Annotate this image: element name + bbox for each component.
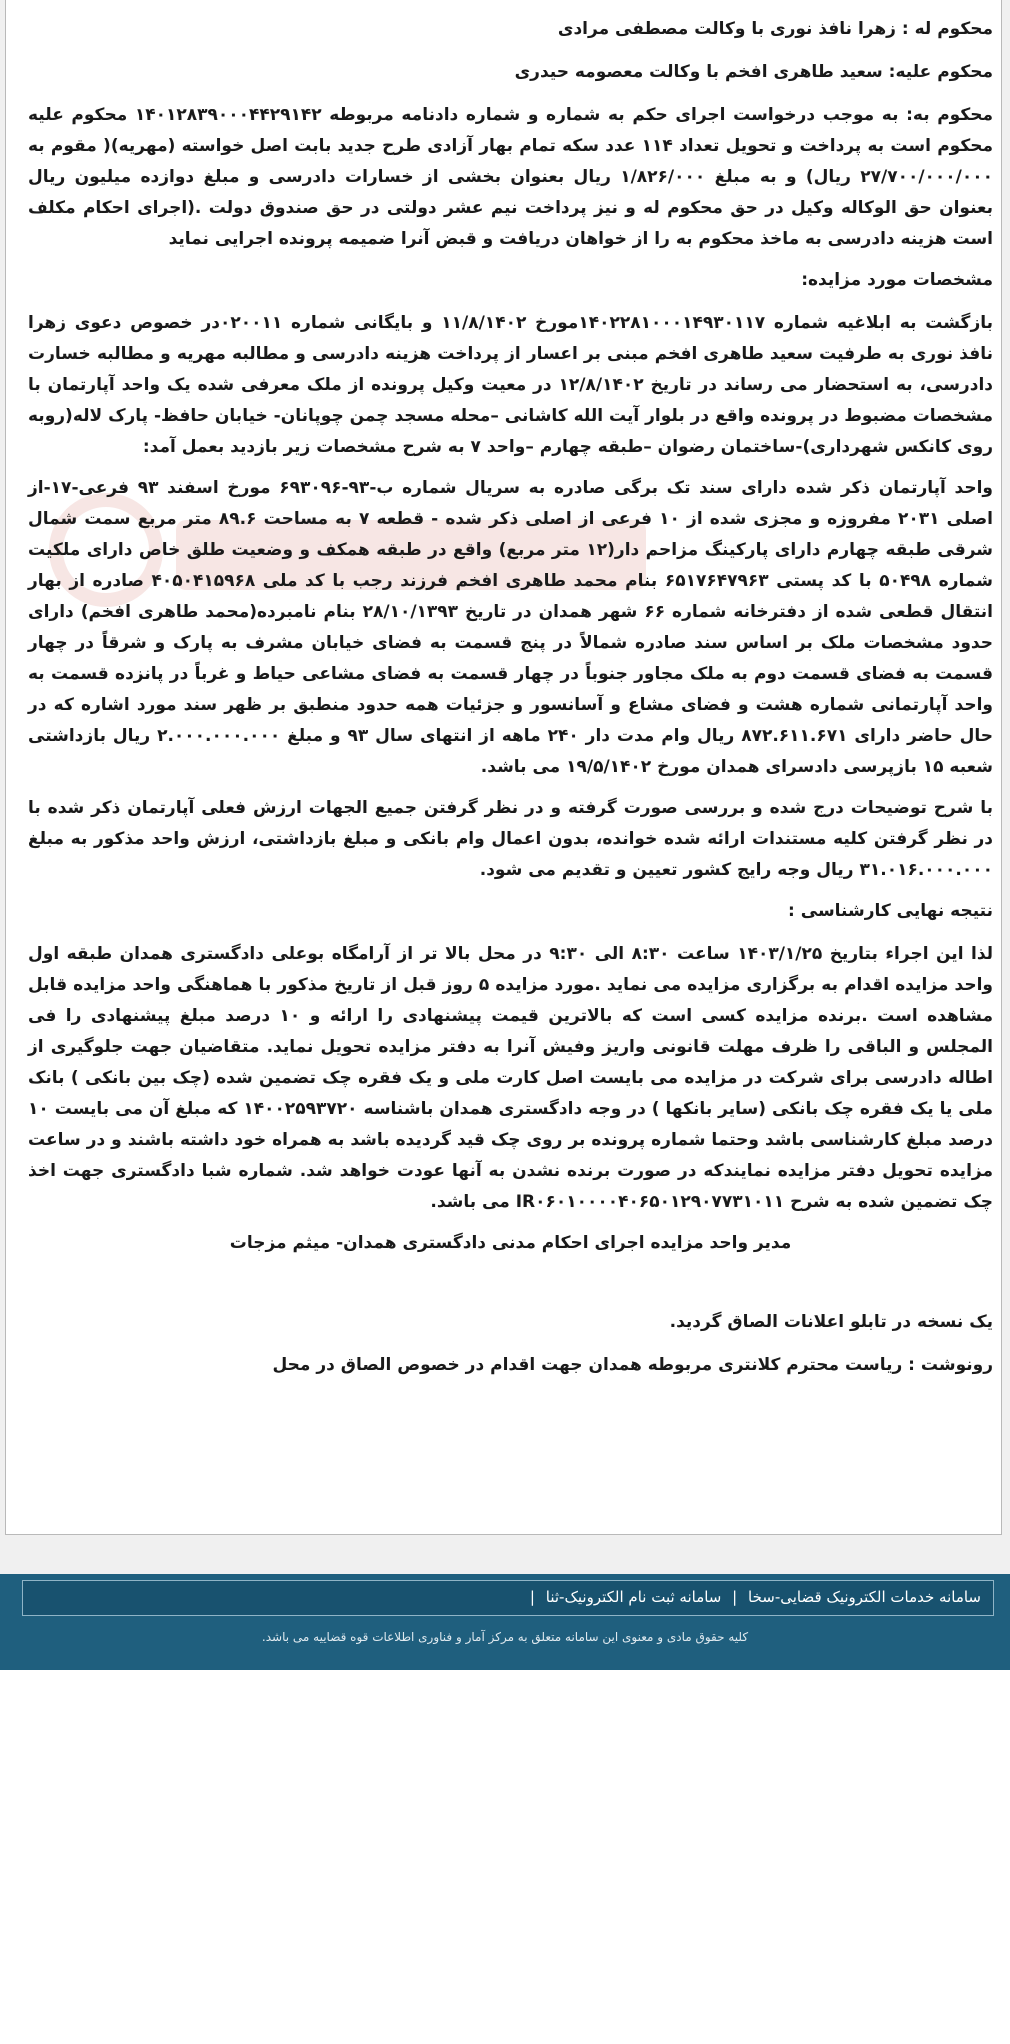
judgment-paragraph: محکوم به: به موجب درخواست اجرای حکم به شماره و شماره دادنامه مربوطه ۱۴۰۱۲۸۳۹۰۰۰۴۴۲۹۱۴۲ محکوم علیه محکوم است به پرداخت و تحویل تعداد ۱۱۴ عدد سکه تمام بهار آزادی طرح جدید بابت اصل خواسته (مهریه)( مقوم به ۲۷/۷۰۰/۰۰۰/۰۰۰ ریال) و به مبلغ ۱/۸۲۶/۰۰۰ ریال بعنوان بخشی از خسارات دادرسی و مبلغ دوازده میلیون ریال بعنوان حق الوکاله وکیل در حق محکوم له و نیز پرداخت نیم عشر دولتی در حق صندوق دولت .(اجرای احکام مکلف است هزینه دادرسی به ماخذ محکوم به را از خواهان دریافت و قبض آنرا ضمیمه پرونده اجرایی نماید (28, 105, 994, 249)
footer-copyright: کلیه حقوق مادی و معنوی این سامانه متعلق به مرکز آمار و فناوری اطلاعات قوه قضاییه می باشد. (261, 1630, 749, 1644)
result-heading: نتیجه نهایی کارشناسی : (788, 901, 993, 921)
auction-paragraph: لذا این اجراء بتاریخ ۱۴۰۳/۱/۲۵ ساعت ۸:۳۰ الی ۹:۳۰ در محل بالا تر از آرامگاه بوعلی دادگستری همدان طبقه اول واحد مزایده اقدام به برگزاری مزایده می نماید .مورد مزایده ۵ روز قبل از تاریخ مذکور با هماهنگی واحد مزایده قابل مشاهده است .برنده مزایده کسی است که بالاترین قیمت پیشنهادی را ارائه و ۱۰ درصد مبلغ پیشنهادی را فی المجلس و الباقی را ظرف مهلت قانونی واریز وفیش آنرا به دفتر مزایده تحویل نماید. متقاضیان جهت جلوگیری از اطاله دادرسی برای شرکت در مزایده می بایست اصل کارت ملی و یک فقره چک تضمین شده (چک بین بانکی ) بانک ملی یا یک فقره چک بانکی (سایر بانکها ) در وجه دادگستری همدان باشناسه ۱۴۰۰۲۵۹۳۷۲۰ که مبلغ آن می بایست ۱۰ درصد مبلغ کارشناسی باشد وحتما شماره پرونده بر روی چک قید گردیده باشد به همراه خود داشته باشند و در ساعت مزایده تحویل دفتر مزایده نمایندکه در صورت برنده نشدن به آنها عودت خواهد شد. شماره شبا دادگستری جهت اخذ چک تضمین شده به شرح IR۰۶۰۱۰۰۰۰۴۰۶۵۰۱۲۹۰۷۷۳۱۰۱۱ می باشد. (28, 944, 994, 1212)
footer-link-sana[interactable]: سامانه ثبت نام الکترونیک-ثنا (545, 1588, 722, 1606)
document-panel (5, 0, 1002, 1535)
footer-links-bar (22, 1580, 994, 1616)
signature-line: مدیر واحد مزایده اجرای احکام مدنی دادگستری همدان- میثم مزجات (229, 1233, 792, 1253)
footer-separator: | (529, 1588, 535, 1606)
return-paragraph: بازگشت به ابلاغیه شماره ۱۴۰۲۲۸۱۰۰۰۱۴۹۳۰۱۱۷مورخ ۱۱/۸/۱۴۰۲ و بایگانی شماره ۰۲۰۰۱۱در خصوص دعوی زهرا نافذ نوری به طرفیت سعید طاهری افخم مبنی بر اعسار از پرداخت هزینه دادرسی و مطالبه مهریه و مطالبه خسارت دادرسی، به استحضار می رساند در تاریخ ۱۲/۸/۱۴۰۲ در معیت وکیل پرونده از ملک معرفی شده یک واحد آپارتمان با مشخصات مضبوط در پرونده واقع در بلوار آیت الله کاشانی –محله مسجد چمن چوپانان- خیابان حافظ- پارک لاله(روبه روی کانکس شهرداری)-ساختمان رضوان –طبقه چهارم –واحد ۷ به شرح مشخصات زیر بازدید بعمل آمد: (28, 313, 993, 457)
cc-line: رونوشت : ریاست محترم کلانتری مربوطه همدان جهت اقدام در خصوص الصاق در محل (272, 1355, 993, 1375)
footer-link-sakha[interactable]: سامانه خدمات الکترونیک قضایی-سخا (748, 1588, 981, 1606)
convicted-for-line: محکوم له : زهرا نافذ نوری با وکالت مصطفی مرادی (557, 19, 993, 39)
specs-heading: مشخصات مورد مزایده: (801, 270, 993, 290)
valuation-paragraph: با شرح توضیحات درج شده و بررسی صورت گرفته و در نظر گرفتن جمیع الجهات ارزش فعلی آپارتمان ذکر شده با در نظر گرفتن کلیه مستندات ارائه شده خوانده، بدون اعمال وام بانکی و مبلغ بازداشتی، ارزش واحد مذکور به مبلغ ۳۱.۰۱۶.۰۰۰.۰۰۰ ریال وجه رایج کشور تعیین و تقدیم می شود. (28, 798, 993, 880)
convicted-against-line: محکوم علیه: سعید طاهری افخم با وکالت معصومه حیدری (514, 62, 993, 82)
posted-copy-line: یک نسخه در تابلو اعلانات الصاق گردید. (669, 1312, 993, 1332)
footer-separator: | (732, 1588, 738, 1606)
document-body (28, 14, 993, 1393)
apartment-paragraph: واحد آپارتمان ذکر شده دارای سند تک برگی صادره به سریال شماره ب-۹۳-۶۹۳۰۹۶ مورخ اسفند ۹۳ فرعی-۱۷-از اصلی ۲۰۳۱ مفروزه و مجزی شده از ۱۰ فرعی از اصلی ذکر شده - قطعه ۷ به مساحت ۸۹.۶ متر مربع سمت شمال شرقی طبقه چهارم دارای پارکینگ مزاحم دار(۱۲ متر مربع) واقع در طبقه همکف و وضعیت طلق خاص دارای ملکیت شماره ۵۰۴۹۸ با کد پستی ۶۵۱۷۶۴۷۹۶۳ بنام محمد طاهری افخم فرزند رجب با کد ملی ۴۰۵۰۴۱۵۹۶۸ صادره از بهار انتقال قطعی شده از دفترخانه شماره ۶۶ شهر همدان در تاریخ ۲۸/۱۰/۱۳۹۳ بنام نامبرده(محمد طاهری افخم) دارای حدود مشخصات ملک بر اساس سند صادره شمالاً در پنج قسمت به فضای خیابان مشرف به پارک و شرقاً در چهار قسمت به فضای قسمت دوم به ملک مجاور جنوباً در چهار قسمت به فضای مشاعی حیاط و غرباً در پانزده قسمت به واحد آپارتمانی شماره هشت و فضای مشاع و آسانسور و جزئیات همه حدود منطبق بر ظهر سند مورد اشاره که در حال حاضر دارای ۸۷۲.۶۱۱.۶۷۱ ریال وام مدت دار ۲۴۰ ماهه از انتهای سال ۹۳ و مبلغ ۲.۰۰۰.۰۰۰.۰۰۰ ریال بازداشتی شعبه ۱۵ بازپرسی دادسرای همدان مورخ ۱۹/۵/۱۴۰۲ می باشد. (28, 478, 994, 777)
